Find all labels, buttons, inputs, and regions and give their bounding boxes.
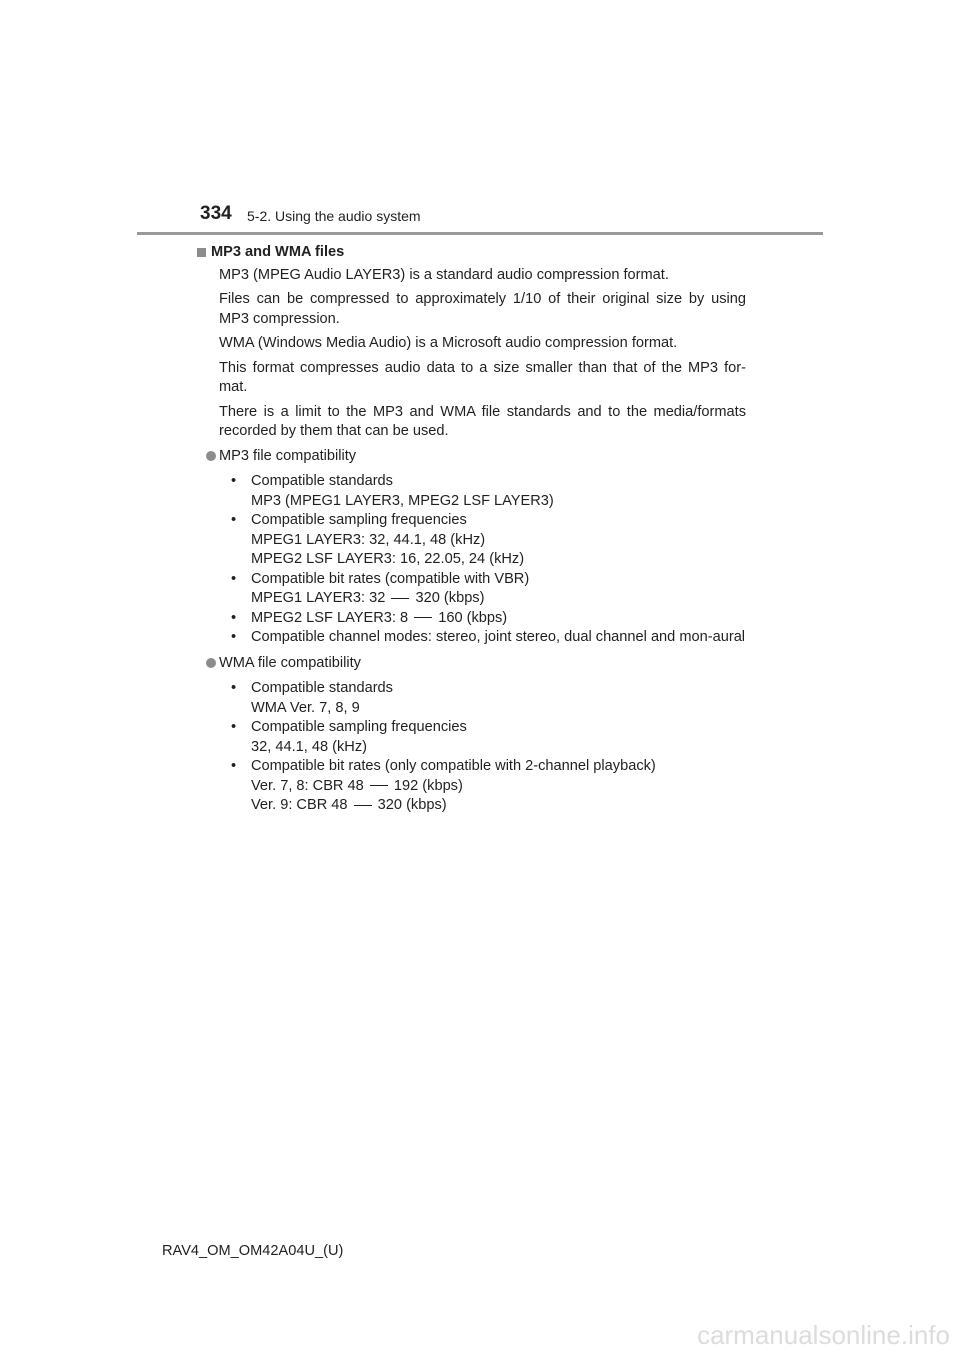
item-line: [251, 589, 746, 609]
list-item: [211, 718, 746, 757]
range-end: 320 (kbps): [377, 797, 447, 813]
range-dash: [354, 805, 372, 806]
item-line: [251, 796, 746, 816]
paragraph: This format compresses audio data to a size smaller than that of the MP3 for-mat.: [219, 359, 746, 395]
header-divider: [137, 232, 823, 235]
item-line: 32, 44.1, 48 (kHz): [251, 738, 367, 755]
square-bullet-icon: [197, 248, 206, 257]
range-dash: [391, 598, 409, 599]
range-dash: [370, 785, 388, 786]
item-line: Compatible bit rates (compatible with VBR): [251, 570, 530, 587]
list-item: [211, 511, 746, 570]
circle-bullet-icon: [206, 658, 216, 668]
wma-compatibility-heading: [219, 654, 746, 674]
bullet-marker: •: [231, 719, 237, 735]
range-end: 192 (kbps): [393, 777, 463, 794]
item-line: MPEG1 LAYER3: 32, 44.1, 48 (kHz): [251, 531, 486, 548]
list-item: [211, 570, 746, 609]
list-item: [211, 472, 746, 511]
page-content: [211, 243, 746, 822]
range-start: Ver. 9: CBR 48: [251, 797, 348, 813]
bullet-marker: •: [231, 609, 237, 626]
bullet-marker: •: [231, 758, 237, 774]
range-end: 320 (kbps): [415, 590, 485, 606]
paragraph: WMA (Windows Media Audio) is a Microsoft audio compression format.: [219, 335, 678, 351]
range-dash: [414, 617, 432, 618]
mp3-compatibility-heading: [219, 447, 746, 467]
range-start: Ver. 7, 8: CBR 48: [251, 777, 364, 794]
item-line: Compatible channel modes: stereo, joint stereo, dual channel and mon-aural: [251, 629, 746, 645]
wma-heading-text: WMA file compatibility: [219, 654, 361, 671]
item-line: Compatible bit rates (only compatible with 2-channel playback): [251, 758, 656, 774]
list-item: [211, 757, 746, 816]
item-line: Compatible sampling frequencies: [251, 719, 467, 735]
item-line: WMA Ver. 7, 8, 9: [251, 699, 360, 716]
paragraph: MP3 (MPEG Audio LAYER3) is a standard audio compression format.: [219, 266, 669, 283]
bullet-marker: •: [231, 473, 237, 489]
watermark: carmanualsonline.info: [697, 1320, 950, 1350]
range-end: 160 (kbps): [438, 609, 508, 626]
subsection-heading: [211, 243, 746, 263]
paragraph: There is a limit to the MP3 and WMA file standards and to the media/formats recorded by them that can be used.: [219, 403, 746, 439]
document-code: RAV4_OM_OM42A04U_(U): [162, 1243, 344, 1259]
bullet-marker: •: [231, 512, 237, 528]
wma-compatibility-list: [211, 679, 746, 816]
item-line: MP3 (MPEG1 LAYER3, MPEG2 LSF LAYER3): [251, 492, 554, 509]
bullet-marker: •: [231, 680, 237, 696]
list-item: [211, 628, 746, 648]
item-line: [251, 609, 746, 629]
range-start: MPEG2 LSF LAYER3: 8: [251, 609, 409, 626]
range-start: MPEG1 LAYER3: 32: [251, 590, 386, 606]
bullet-marker: •: [231, 629, 237, 645]
page-number: 334: [200, 203, 232, 224]
mp3-compatibility-list: [211, 472, 746, 648]
list-item: [211, 609, 746, 629]
item-line: Compatible standards: [251, 680, 393, 696]
section-title: 5-2. Using the audio system: [247, 208, 421, 224]
subsection-title: MP3 and WMA files: [211, 244, 345, 260]
paragraph: Files can be compressed to approximately 1/10 of their original size by using MP3 compression.: [219, 291, 746, 327]
circle-bullet-icon: [206, 451, 216, 461]
item-line: Compatible standards: [251, 473, 393, 489]
item-line: Compatible sampling frequencies: [251, 512, 467, 528]
item-line: MPEG2 LSF LAYER3: 16, 22.05, 24 (kHz): [251, 551, 525, 567]
mp3-heading-text: MP3 file compatibility: [219, 447, 357, 464]
item-line: [251, 777, 746, 797]
bullet-marker: •: [231, 570, 237, 587]
list-item: [211, 679, 746, 718]
